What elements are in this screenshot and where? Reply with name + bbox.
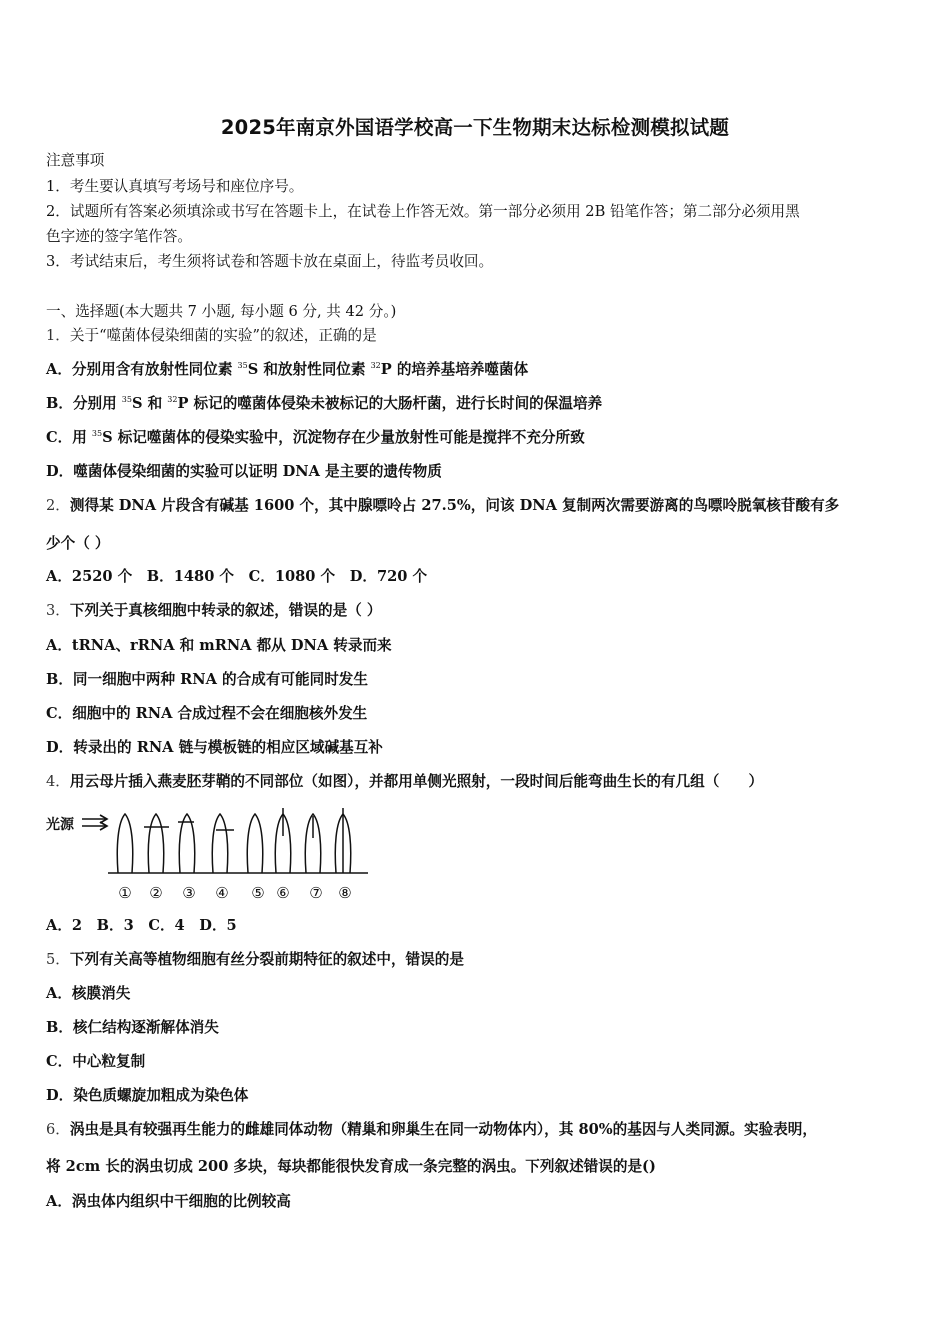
page-title: 2025年南京外国语学校高一下生物期末达标检测模拟试题 — [220, 116, 730, 139]
q6-option-a: A．涡虫体内组织中干细胞的比例较高 — [46, 1193, 291, 1210]
coleoptile-figure — [46, 806, 376, 906]
coleoptile-1 — [117, 814, 132, 873]
question-number: 1． — [46, 327, 70, 344]
notice-item-2-cont: 色字迹的签字笔作答。 — [46, 228, 192, 245]
group-number-8: ⑧ — [338, 884, 352, 902]
question-5 — [46, 951, 464, 969]
q5-option-d: D．染色质螺旋加粗成为染色体 — [46, 1087, 249, 1104]
q5-option-b: B．核仁结构逐渐解体消失 — [46, 1019, 219, 1036]
coleoptile-4 — [212, 814, 227, 873]
question-2-cont: 少个（ ） — [46, 535, 110, 552]
question-number: 4． — [46, 773, 70, 790]
light-source-label: 光源 — [46, 817, 74, 833]
question-3 — [46, 602, 381, 620]
question-4 — [46, 773, 763, 791]
question-6-cont: 将 2cm 长的涡虫切成 200 多块，每块都能很快发育成一条完整的涡虫。下列叙述错误的是() — [46, 1158, 656, 1175]
group-number-4: ④ — [215, 884, 229, 902]
q4-options: A．2 B．3 C．4 D．5 — [46, 917, 237, 934]
question-stem: 测得某 DNA 片段含有碱基 1600 个，其中腺嘌呤占 27.5%，问该 DNA 复制两次需要游离的鸟嘌呤脱氧核苷酸有多 — [69, 497, 840, 514]
notice-item-1: 1．考生要认真填写考场号和座位序号。 — [46, 178, 304, 195]
q3-option-c: C．细胞中的 RNA 合成过程不会在细胞核外发生 — [46, 705, 368, 722]
q2-options: A．2520 个 B．1480 个 C．1080 个 D．720 个 — [46, 568, 428, 585]
group-number-7: ⑦ — [309, 884, 323, 902]
question-stem: 用云母片插入燕麦胚芽鞘的不同部位（如图），并都用单侧光照射，一段时间后能弯曲生长的有几组（ ） — [69, 773, 764, 790]
question-stem: 涡虫是具有较强再生能力的雌雄同体动物（精巢和卵巢生在同一动物体内），其 80%的基因与人类同源。实验表明， — [69, 1121, 817, 1138]
question-2 — [46, 497, 839, 515]
question-stem: 下列关于真核细胞中转录的叙述，错误的是（ ） — [69, 602, 382, 619]
q1-option-b: B．分别用 $^{35}$S 和 $^{32}$P 标记的噬菌体侵染未被标记的大肠杆菌，进行长时间的保温培养 — [46, 395, 603, 412]
group-number-3: ③ — [182, 884, 196, 902]
notice-heading: 注意事项 — [46, 152, 105, 169]
question-number: 3． — [46, 602, 70, 619]
section-heading: 一、选择题(本大题共 7 小题, 每小题 6 分, 共 42 分。) — [46, 303, 397, 320]
q5-option-c: C．中心粒复制 — [46, 1053, 146, 1070]
q1-option-a: A．分别用含有放射性同位素 $^{35}$S 和放射性同位素 $^{32}$P 的培养基培养噬菌体 — [46, 361, 529, 378]
question-1 — [46, 327, 377, 345]
coleoptile-3 — [179, 814, 194, 873]
coleoptile-2 — [148, 814, 163, 873]
notice-item-2: 2．试题所有答案必须填涂或书写在答题卡上，在试卷上作答无效。第一部分必须用 2B 铅笔作答；第二部分必须用黑 — [46, 203, 800, 220]
coleoptile-diagram — [46, 806, 376, 906]
question-stem: 下列有关高等植物细胞有丝分裂前期特征的叙述中，错误的是 — [69, 951, 464, 968]
question-stem: 关于“噬菌体侵染细菌的实验”的叙述，正确的是 — [69, 327, 377, 344]
q1-option-d: D．噬菌体侵染细菌的实验可以证明 DNA 是主要的遗传物质 — [46, 463, 442, 480]
group-number-6: ⑥ — [276, 884, 290, 902]
coleoptile-5 — [247, 814, 262, 873]
question-number: 6． — [46, 1121, 70, 1138]
q1-option-c: C．用 $^{35}$S 标记噬菌体的侵染实验中，沉淀物存在少量放射性可能是搅拌不充分所致 — [46, 429, 585, 446]
question-number: 5． — [46, 951, 70, 968]
notice-item-3: 3．考试结束后，考生须将试卷和答题卡放在桌面上，待监考员收回。 — [46, 253, 494, 270]
group-number-1: ① — [118, 884, 132, 902]
q3-option-a: A．tRNA、rRNA 和 mRNA 都从 DNA 转录而来 — [46, 637, 392, 654]
group-number-2: ② — [149, 884, 163, 902]
q3-option-b: B．同一细胞中两种 RNA 的合成有可能同时发生 — [46, 671, 368, 688]
group-number-5: ⑤ — [251, 884, 265, 902]
q3-option-d: D．转录出的 RNA 链与模板链的相应区域碱基互补 — [46, 739, 383, 756]
q5-option-a: A．核膜消失 — [46, 985, 131, 1002]
question-number: 2． — [46, 497, 70, 514]
question-6 — [46, 1121, 817, 1139]
light-arrows — [82, 815, 107, 830]
